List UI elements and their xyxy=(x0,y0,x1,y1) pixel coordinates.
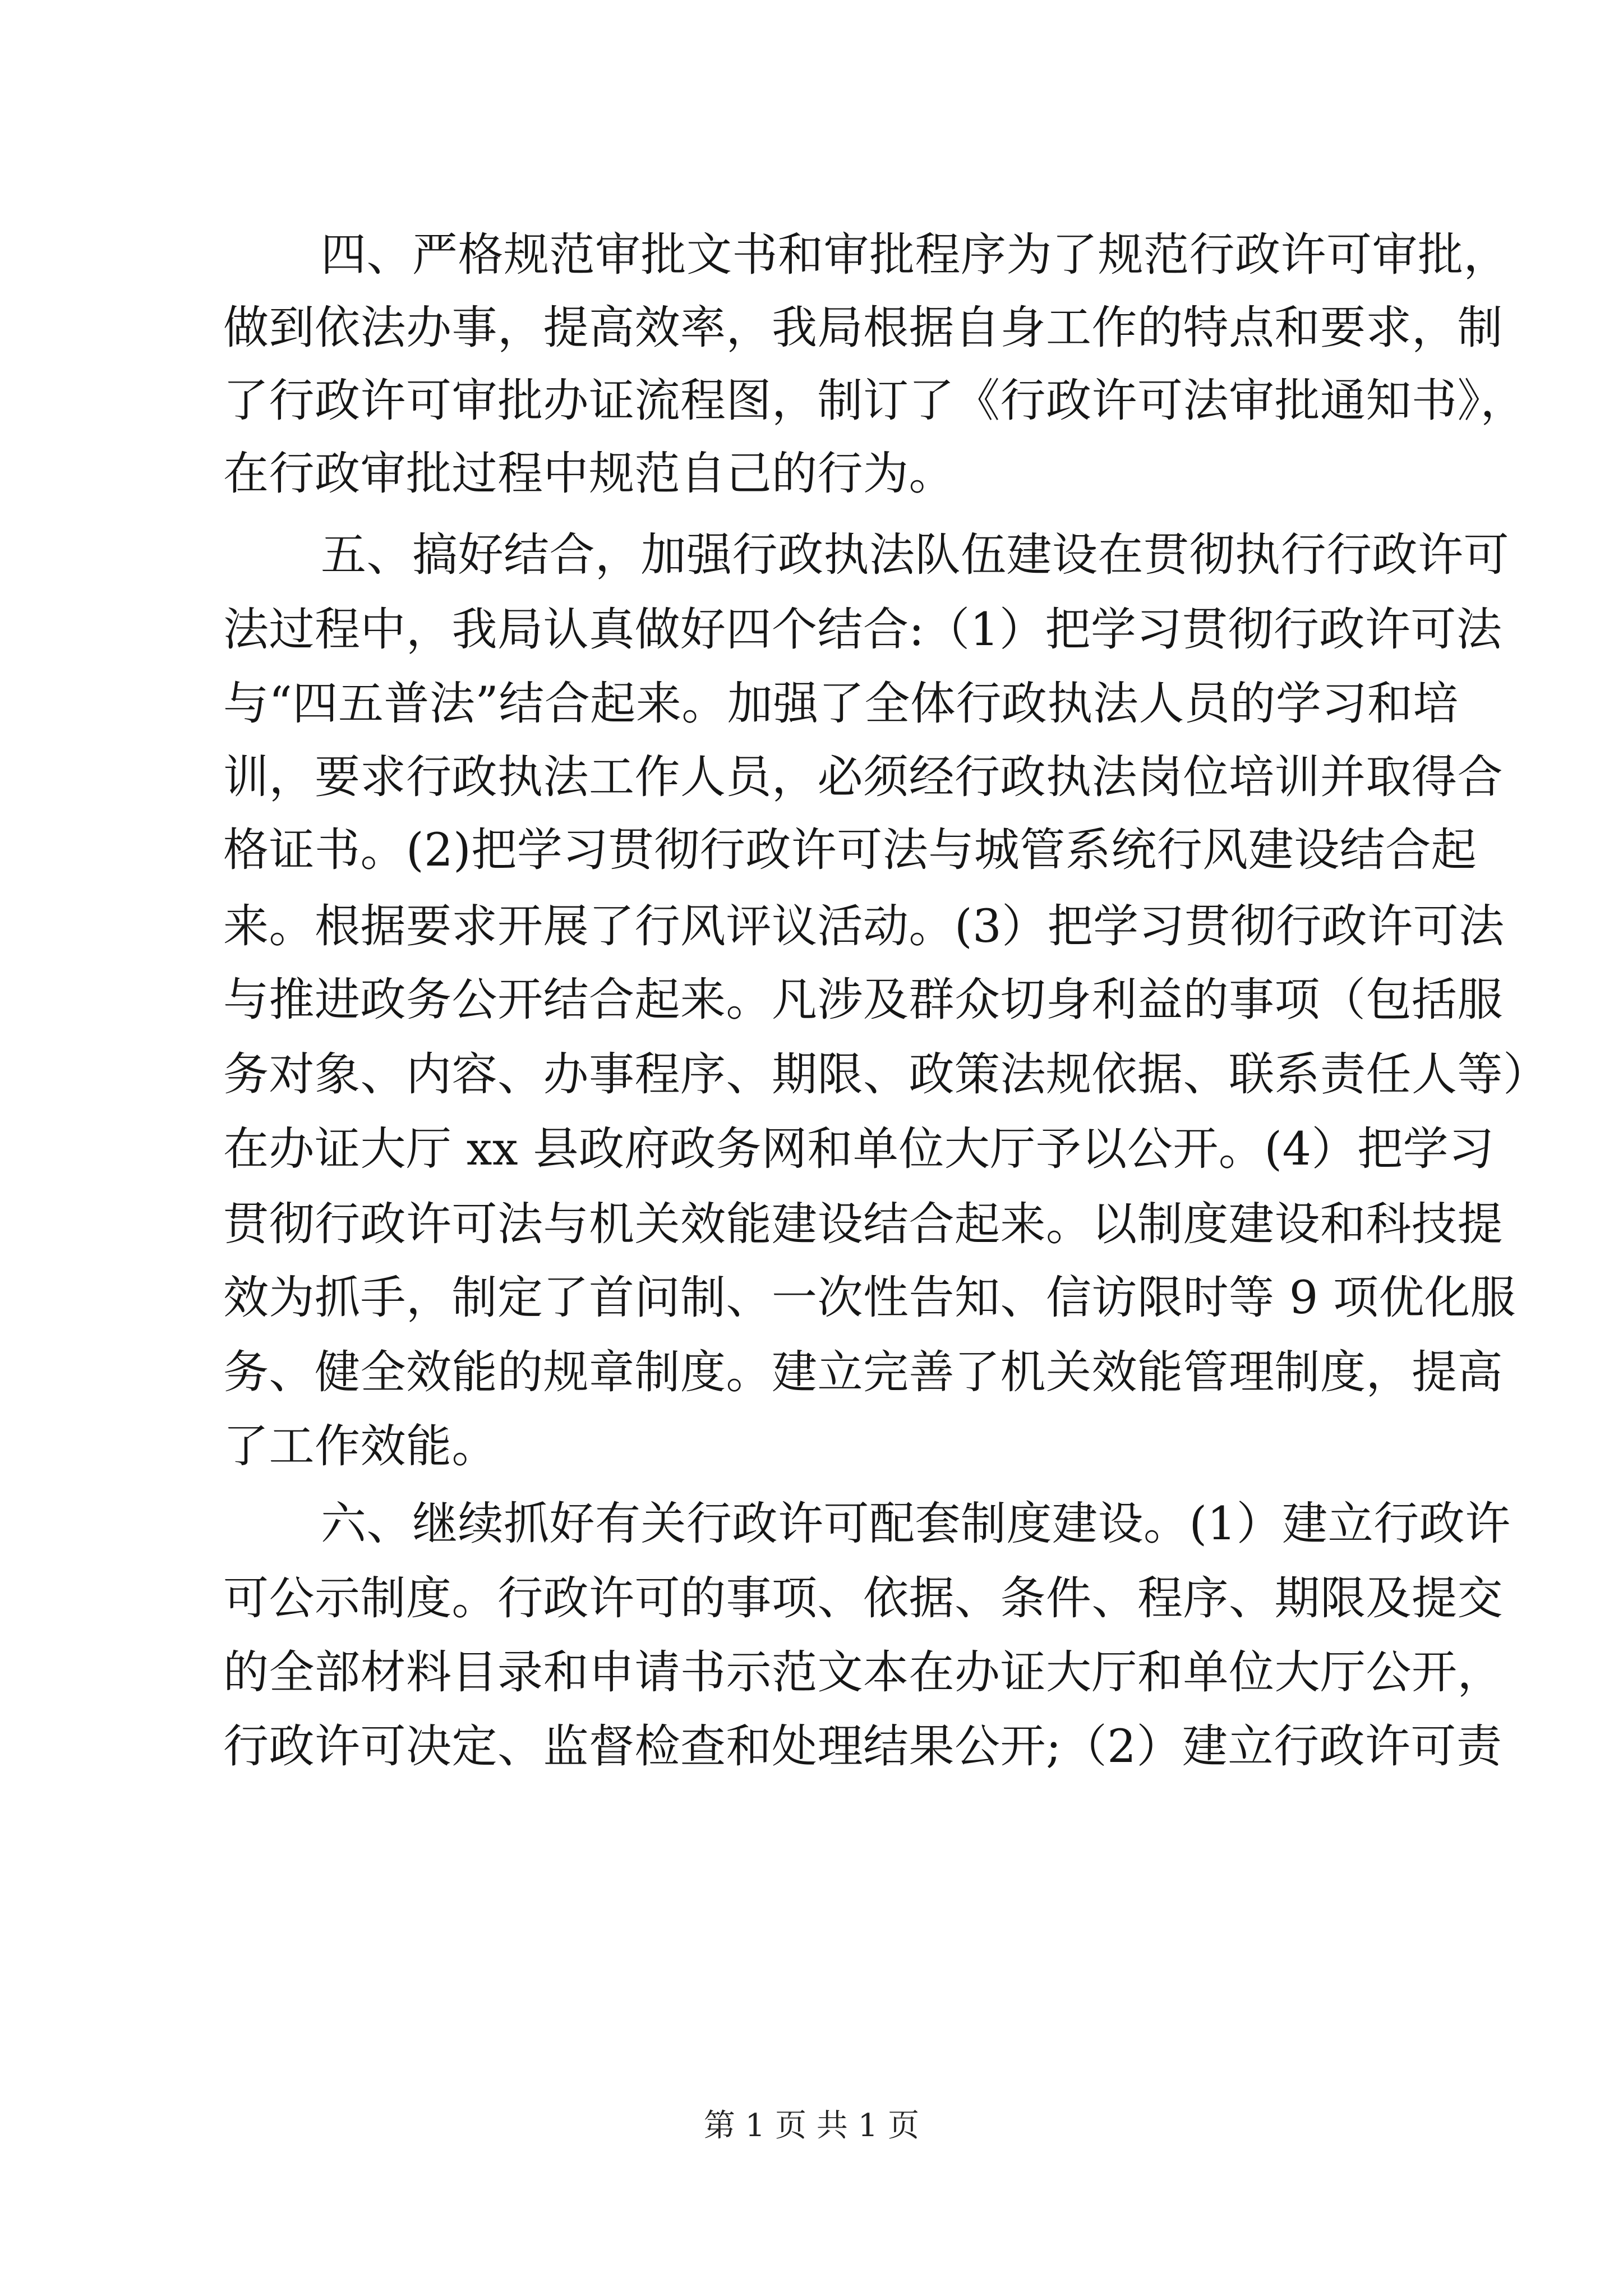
paragraph-4-line-1: 四、严格规范审批文书和审批程序为了规范行政许可审批， xyxy=(321,229,1510,282)
paragraph-5-line-12: 务、健全效能的规章制度。建立完善了机关效能管理制度，提高 xyxy=(223,1346,1504,1399)
paragraph-6-line-3: 的全部材料目录和申请书示范文本在办证大厅和单位大厅公开， xyxy=(223,1646,1504,1699)
paragraph-4-line-4: 在行政审批过程中规范自己的行为。 xyxy=(223,448,955,500)
paragraph-5-line-3: 与“四五普法”结合起来。加强了全体行政执法人员的学习和培 xyxy=(223,678,1459,730)
paragraph-5-line-6: 来。根据要求开展了行风评议活动。(3）把学习贯彻行政许可法 xyxy=(223,900,1505,953)
paragraph-5-line-11: 效为抓手，制定了首问制、一次性告知、信访限时等 9 项优化服 xyxy=(223,1272,1516,1324)
paragraph-5-line-7: 与推进政务公开结合起来。凡涉及群众切身利益的事项（包括服 xyxy=(223,974,1504,1027)
paragraph-4-line-3: 了行政许可审批办证流程图，制订了《行政许可法审批通知书》， xyxy=(223,375,1527,427)
paragraph-5-line-13: 了工作效能。 xyxy=(223,1420,498,1473)
paragraph-5-line-9: 在办证大厅 xx 县政府政务网和单位大厅予以公开。(4）把学习 xyxy=(223,1123,1495,1176)
paragraph-5-line-2: 法过程中，我局认真做好四个结合:（1）把学习贯彻行政许可法 xyxy=(223,604,1502,656)
paragraph-5-line-10: 贯彻行政许可法与机关效能建设结合起来。以制度建设和科技提 xyxy=(223,1198,1504,1251)
paragraph-6-line-1: 六、继续抓好有关行政许可配套制度建设。(1）建立行政许 xyxy=(321,1498,1511,1550)
paragraph-5-line-1: 五、搞好结合，加强行政执法队伍建设在贯彻执行行政许可 xyxy=(321,529,1510,582)
paragraph-5-line-5: 格证书。(2)把学习贯彻行政许可法与城管系统行风建设结合起 xyxy=(223,824,1477,877)
page-number-footer: 第 1 页 共 1 页 xyxy=(703,2108,920,2144)
paragraph-5-line-8: 务对象、内容、办事程序、期限、政策法规依据、联系责任人等） xyxy=(223,1048,1549,1101)
paragraph-6-line-4: 行政许可决定、监督检查和处理结果公开;（2）建立行政许可责 xyxy=(223,1720,1502,1773)
paragraph-6-line-2: 可公示制度。行政许可的事项、依据、条件、程序、期限及提交 xyxy=(223,1572,1504,1625)
paragraph-4-line-2: 做到依法办事，提高效率，我局根据自身工作的特点和要求，制 xyxy=(223,302,1504,355)
paragraph-5-line-4: 训，要求行政执法工作人员，必须经行政执法岗位培训并取得合 xyxy=(223,751,1504,804)
